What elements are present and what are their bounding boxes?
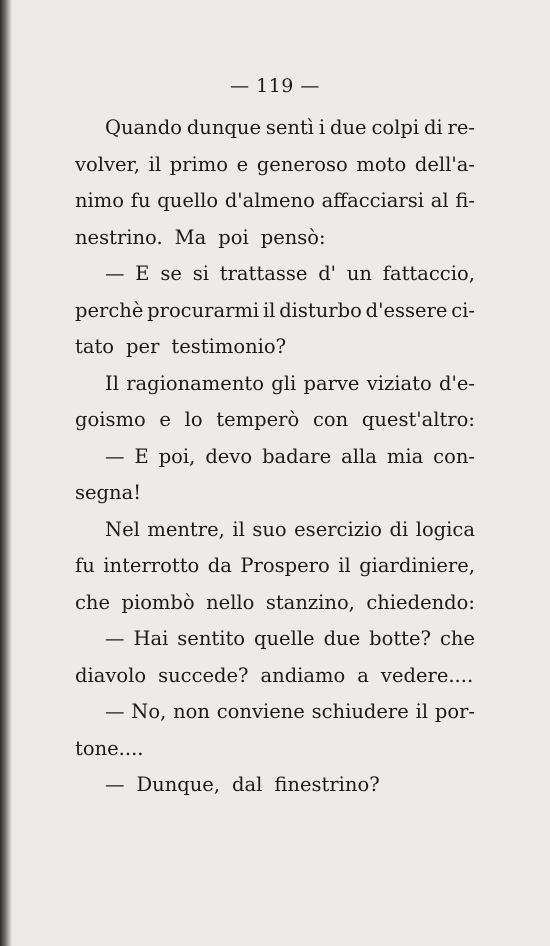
word: devo [205,444,253,468]
word: tone.... [75,736,144,760]
word: due [330,116,367,139]
word: andiamo [260,663,346,687]
word: re- [447,116,475,139]
word: affacciarsi [321,189,424,212]
word: finestrino? [274,773,380,796]
word: dunque [186,116,261,139]
word: non [173,700,210,723]
text-line [75,512,475,549]
word: gli [271,371,297,395]
word: interrotto [103,554,200,577]
word: piombò [121,590,195,614]
word: il [232,517,245,541]
text-line [75,439,475,476]
body-text [75,110,475,804]
word: da [207,554,232,577]
word: Ma [174,225,207,249]
page-number: — 119 — [230,75,320,97]
word: ragionamento [126,371,264,395]
word: Prospero [240,554,330,577]
word: di [389,517,409,541]
word: d'e- [438,371,475,395]
word: logica [415,517,475,541]
word: fattaccio, [382,262,475,285]
word: nestrino. [75,225,163,249]
word: quello [157,189,219,212]
word: se [160,262,182,285]
word: quest'altro: [361,408,475,431]
word: d'almeno [224,189,315,212]
word: segna! [75,481,142,504]
word: poi, [158,444,196,468]
text-line [75,694,475,731]
word: per [126,335,160,358]
word: dell'a- [414,152,475,176]
word: e [159,408,171,431]
word: goismo [75,408,146,431]
text-line [75,293,475,330]
word: generoso [256,152,348,176]
word: schiudere [311,700,409,723]
word: fu [130,189,151,212]
word: chiedendo: [366,590,475,614]
word: e [236,152,249,176]
text-line [75,147,475,184]
word: moto [356,152,407,176]
word: quelle [254,627,315,650]
word: il [415,700,429,723]
word: che [75,590,111,614]
word: due [323,627,361,650]
text-line [75,183,475,220]
word: — [105,262,125,285]
word: esercizio [294,517,382,541]
word: fi- [455,189,475,212]
word: nello [206,590,255,614]
text-line [75,475,475,512]
text-line [75,220,475,257]
text-line [75,658,475,695]
text-line [75,585,475,622]
text-line [75,110,475,147]
word: Dunque, [136,773,221,796]
word: sentì [265,116,315,139]
word: alla [341,444,377,468]
text-line [75,548,475,585]
word: E [134,444,149,468]
word: primo [169,152,228,176]
word: Il [105,371,119,395]
word: disturbo [279,298,362,322]
word: lo [184,408,203,431]
word: mentre, [147,517,225,541]
word: a [357,663,369,687]
word: — [105,444,125,468]
word: temperò [216,408,300,431]
text-line [75,256,475,293]
word: botte? [369,627,431,650]
word: stanzino, [265,590,355,614]
page-binding-edge [0,0,12,946]
text-line [75,366,475,403]
word: — [105,773,125,796]
word: perchè [75,298,144,322]
word: pensò: [260,225,326,249]
word: ci- [451,298,475,322]
word: volver, [75,152,140,176]
word: di [423,116,443,139]
word: procurarmi [147,298,260,322]
word: succede? [158,663,249,687]
word: d'essere [365,298,448,322]
word: al [430,189,449,212]
word: colpi [371,116,420,139]
word: il [338,554,351,577]
word: giardiniere, [359,554,475,577]
text-line [75,767,475,804]
word: un [346,262,372,285]
word: nimo [75,189,125,212]
word: tato [75,335,115,358]
word: E [135,262,150,285]
word: d' [318,262,337,285]
word: parve [303,371,360,395]
word: badare [262,444,332,468]
word: Nel [105,517,140,541]
word: testimonio? [171,335,287,358]
word: con- [433,444,475,468]
text-line [75,402,475,439]
word: viziato [366,371,432,395]
word: conviene [216,700,305,723]
word: Quando [105,116,182,139]
word: i [318,116,326,139]
word: trattasse [219,262,308,285]
text-line [75,329,475,366]
word: — [105,700,125,723]
word: — [105,627,125,650]
word: diavolo [75,663,147,687]
word: por- [434,700,475,723]
word: che [439,627,475,650]
word: suo [252,517,287,541]
word: poi [218,225,249,249]
word: dal [232,773,263,796]
text-line [75,731,475,768]
word: con [312,408,349,431]
word: si [192,262,209,285]
word: il [262,298,276,322]
word: No, [131,700,167,723]
word: il [148,152,162,176]
word: Hai [133,627,169,650]
word: sentito [177,627,246,650]
word: vedere.... [380,663,474,687]
word: fu [75,554,95,577]
word: mia [386,444,424,468]
text-line [75,621,475,658]
